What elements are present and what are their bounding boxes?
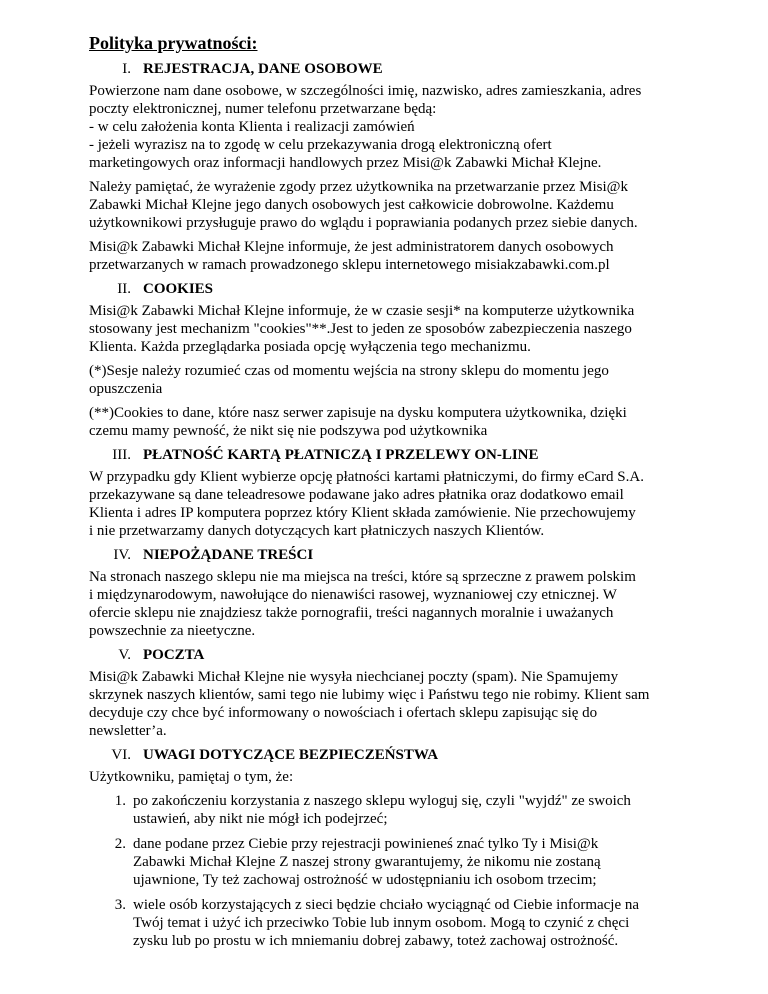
section-heading	[89, 646, 708, 664]
section-heading	[89, 746, 708, 764]
text-line: decyduje czy chce być informowany o nowościach i ofertach sklepu zapisując się do	[89, 705, 598, 721]
section-title: POCZTA	[143, 647, 205, 663]
paragraph	[89, 178, 708, 232]
text-line: (**)Cookies to dane, które nasz serwer zapisuje na dysku komputera użytkownika, dzięki	[89, 405, 627, 421]
text-line: skrzynek naszych klientów, sami tego nie lubimy więc i Państwu tego nie robimy. Klient sam	[89, 687, 650, 703]
text-line: - w celu założenia konta Klienta i realizacji zamówień	[89, 119, 415, 135]
text-line: Należy pamiętać, że wyrażenie zgody przez użytkownika na przetwarzanie przez Misi@k	[89, 179, 628, 195]
text-line: opuszczenia	[89, 381, 163, 397]
text-line: powszechnie za nieetyczne.	[89, 623, 256, 639]
section-title: COOKIES	[143, 281, 214, 297]
paragraph	[89, 668, 708, 740]
text-line: Użytkowniku, pamiętaj o tym, że:	[89, 769, 294, 785]
text-line: Zabawki Michał Klejne jego danych osobowych jest całkowicie dobrowolne. Każdemu	[89, 197, 614, 213]
list-item	[89, 835, 708, 889]
list-number: 2.	[114, 836, 126, 852]
list-text	[133, 896, 708, 950]
section-title: UWAGI DOTYCZĄCE BEZPIECZEŃSTWA	[143, 747, 439, 763]
paragraph	[89, 362, 708, 398]
text-line: zysku lub po prostu w ich mniemaniu dobrej zabawy, toteż zachowaj ostrożność.	[133, 933, 619, 949]
section-heading	[89, 446, 708, 464]
section-heading	[89, 546, 708, 564]
text-line: stosowany jest mechanizm "cookies"**.Jest to jeden ze sposobów zabezpieczenia naszego	[89, 321, 632, 337]
text-line: i nie przetwarzamy danych dotyczących kart płatniczych naszych Klientów.	[89, 523, 545, 539]
section-number: III.	[112, 447, 131, 463]
list-text	[133, 835, 708, 889]
text-line: Misi@k Zabawki Michał Klejne informuje, że jest administratorem danych osobowych	[89, 239, 614, 255]
text-line: Zabawki Michał Klejne Z naszej strony gwarantujemy, że nikomu nie zostaną	[133, 854, 601, 870]
page-title: Polityka prywatności:	[89, 33, 258, 53]
document-body	[89, 60, 708, 950]
list-number: 3.	[114, 897, 126, 913]
paragraph	[89, 468, 708, 540]
text-line: Misi@k Zabawki Michał Klejne informuje, że w czasie sesji* na komputerze użytkownika	[89, 303, 635, 319]
section-title: NIEPOŻĄDANE TREŚCI	[143, 547, 314, 563]
numbered-list	[89, 792, 708, 950]
text-line: dane podane przez Ciebie przy rejestracji powinieneś znać tylko Ty i Misi@k	[133, 836, 599, 852]
section-number: V.	[118, 647, 131, 663]
text-line: i międzynarodowym, nawołujące do nienawiści rasowej, wyznaniowej czy etnicznej. W	[89, 587, 617, 603]
text-line: newsletter’a.	[89, 723, 167, 739]
text-line: po zakończeniu korzystania z naszego sklepu wyloguj się, czyli "wyjdź" ze swoich	[133, 793, 631, 809]
paragraph	[89, 568, 708, 640]
text-line: przekazywane są dane teleadresowe podawane jako adres płatnika oraz dodatkowo email	[89, 487, 624, 503]
text-line: W przypadku gdy Klient wybierze opcję płatności kartami płatniczymi, do firmy eCard S.A.	[89, 469, 644, 485]
list-item	[89, 792, 708, 828]
section-number: IV.	[113, 547, 131, 563]
list-text	[133, 792, 708, 828]
text-line: - jeżeli wyrazisz na to zgodę w celu przekazywania drogą elektroniczną ofert	[89, 137, 552, 153]
section-heading	[89, 60, 708, 78]
text-line: czemu mamy pewność, że nikt się nie podszywa pod użytkownika	[89, 423, 488, 439]
text-line: ofercie sklepu nie znajdziesz także pornografii, treści nagannych moralnie i uważanych	[89, 605, 614, 621]
paragraph	[89, 238, 708, 274]
text-line: Powierzone nam dane osobowe, w szczególności imię, nazwisko, adres zamieszkania, adres	[89, 83, 642, 99]
text-line: ustawień, aby nikt nie mógł ich podejrzeć;	[133, 811, 388, 827]
section-number: II.	[117, 281, 131, 297]
text-line: Na stronach naszego sklepu nie ma miejsca na treści, które są sprzeczne z prawem polskim	[89, 569, 636, 585]
paragraph	[89, 302, 708, 356]
text-line: Klienta i adres IP komputera poprzez który Klient składa zamówienie. Nie przechowujemy	[89, 505, 636, 521]
text-line: poczty elektronicznej, numer telefonu przetwarzane będą:	[89, 101, 437, 117]
text-line: wiele osób korzystających z sieci będzie chciało wyciągnąć od Ciebie informacje na	[133, 897, 640, 913]
text-line: Misi@k Zabawki Michał Klejne nie wysyła niechcianej poczty (spam). Nie Spamujemy	[89, 669, 619, 685]
text-line: ujawnione, Ty też zachowaj ostrożność w udostępnianiu ich osobom trzecim;	[133, 872, 597, 888]
list-item	[89, 896, 708, 950]
text-line: przetwarzanych w ramach prowadzonego sklepu internetowego misiakzabawki.com.pl	[89, 257, 610, 273]
text-line: marketingowych oraz informacji handlowych przez Misi@k Zabawki Michał Klejne.	[89, 155, 602, 171]
paragraph	[89, 404, 708, 440]
text-line: Twój temat i użyć ich przeciwko Tobie lub innym osobom. Mogą to czynić z chęci	[133, 915, 630, 931]
list-number: 1.	[114, 793, 126, 809]
paragraph	[89, 82, 708, 172]
text-line: (*)Sesje należy rozumieć czas od momentu wejścia na strony sklepu do momentu jego	[89, 363, 609, 379]
section-title: REJESTRACJA, DANE OSOBOWE	[143, 61, 383, 77]
section-title: PŁATNOŚĆ KARTĄ PŁATNICZĄ I PRZELEWY ON-LINE	[143, 447, 539, 463]
section-number: I.	[122, 61, 131, 77]
text-line: Klienta. Każda przeglądarka posiada opcję wyłączenia tego mechanizmu.	[89, 339, 531, 355]
section-heading	[89, 280, 708, 298]
paragraph	[89, 768, 708, 786]
section-number: VI.	[111, 747, 131, 763]
text-line: użytkownikowi przysługuje prawo do wglądu i poprawiania podanych przez siebie danych.	[89, 215, 638, 231]
